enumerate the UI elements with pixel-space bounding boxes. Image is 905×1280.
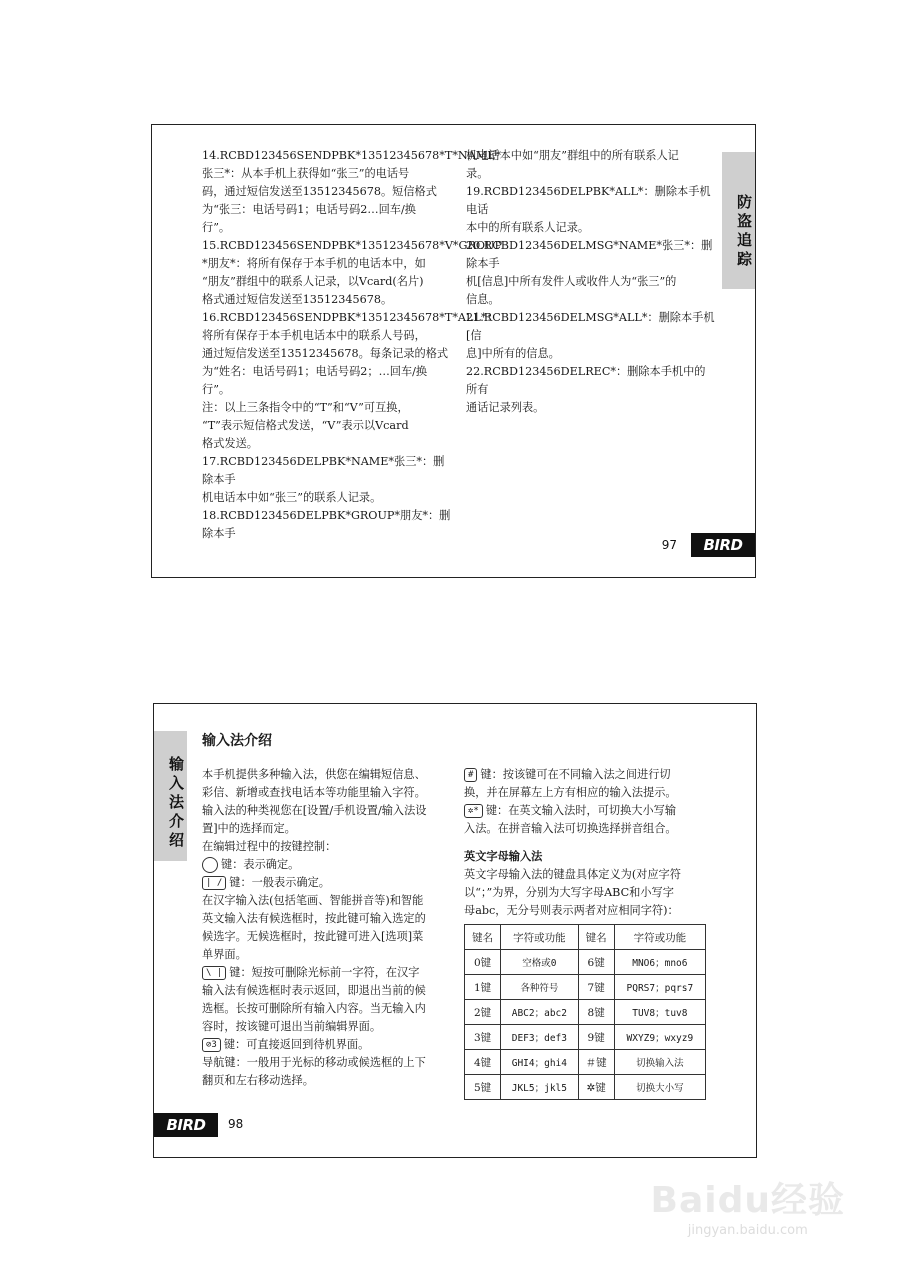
text-line: 15.RCBD123456SENDPBK*13512345678*V*GROUP [202, 239, 503, 252]
end-key-icon: ⊘3 [202, 1038, 221, 1052]
text-line: 信息。 [466, 293, 500, 306]
table-header-cell: 键名 [578, 925, 614, 950]
text-line: 入法。在拼音输入法可切换选择拼音组合。 [464, 822, 677, 835]
text-line: *朋友*：将所有保存于本手机的电话本中，如 [202, 257, 426, 270]
text-line: 换，并在屏幕左上方有相应的输入法提示。 [464, 786, 677, 799]
right-column [466, 147, 716, 417]
right-column [464, 766, 714, 920]
text-line: 21.RCBD123456DELMSG*ALL*：删除本手机[信 [466, 311, 715, 342]
table-row [465, 1050, 706, 1075]
hash-key-line: # 键：按该键可在不同输入法之间进行切 [464, 766, 714, 784]
soft-key-icon: | / [202, 876, 226, 890]
text-line: 将所有保存于本手机电话本中的联系人号码， [202, 329, 426, 342]
text-line: 为“姓名：电话号码1；电话号码2；…回车/换 [202, 365, 428, 378]
page-number: 98 [228, 1117, 244, 1131]
table-cell: 7键 [578, 975, 614, 1000]
text-line: 为“张三：电话号码1；电话号码2…回车/换 [202, 203, 416, 216]
watermark [651, 1172, 845, 1238]
hash-key-icon: # [464, 768, 477, 782]
text-line: 在汉字输入法(包括笔画、智能拼音等)和智能 [202, 894, 424, 907]
table-cell: 3键 [465, 1025, 501, 1050]
page-number: 97 [661, 538, 677, 552]
text-line: 机电话本中如“张三”的联系人记录。 [202, 491, 382, 504]
table-cell: 2键 [465, 1000, 501, 1025]
watermark-url: jingyan.baidu.com [687, 1223, 808, 1238]
text-line: 本手机提供多种输入法，供您在编辑短信息、 [202, 768, 426, 781]
table-cell: 0键 [465, 950, 501, 975]
table-cell: 切换大小写 [614, 1075, 705, 1100]
soft-key-desc [202, 892, 452, 964]
table-header-cell: 字符或功能 [501, 925, 578, 950]
text-line: 彩信、新增或查找电话本等功能里输入字符。 [202, 786, 426, 799]
section-tab: 防盗追踪 [722, 152, 755, 289]
text-line: “朋友”群组中的联系人记录，以Vcard(名片) [202, 275, 424, 288]
end-key-line: ⊘3 键：可直接返回到待机界面。 [202, 1036, 452, 1054]
star-key-icon: ✲* [464, 804, 483, 818]
text-line: 行”。 [202, 383, 231, 396]
text-line: 注：以上三条指令中的“T”和“V”可互换， [202, 401, 409, 414]
text-line: 息]中所有的信息。 [466, 347, 560, 360]
subsection-desc [464, 866, 714, 920]
table-row [465, 1000, 706, 1025]
table-cell: 空格或0 [501, 950, 578, 975]
text-line: 英文输入法有候选框时，按此键可输入选定的 [202, 912, 426, 925]
clear-key-desc [202, 982, 452, 1036]
text-line: 18.RCBD123456DELPBK*GROUP*朋友*：删除本手 [202, 509, 451, 540]
text-line: 以“；”为界，分别为大写字母ABC和小写字 [464, 886, 674, 899]
table-header-cell: 字符或功能 [614, 925, 705, 950]
table-row [465, 950, 706, 975]
text-line: 在编辑过程中的按键控制： [202, 840, 337, 853]
bird-logo: BIRD [691, 533, 755, 557]
text-line: 置]中的选择而定。 [202, 822, 296, 835]
text-line: 录。 [466, 167, 489, 180]
manual-page-97 [151, 124, 756, 578]
section-tab: 输入法介绍 [154, 731, 187, 861]
key-mapping-table [464, 924, 706, 1100]
table-cell: 切换输入法 [614, 1050, 705, 1075]
table-header-cell: 键名 [465, 925, 501, 950]
text-line: 机电话本中如“朋友”群组中的所有联系人记 [466, 149, 679, 162]
table-row [465, 975, 706, 1000]
clear-key-line: \ | 键：短按可删除光标前一字符，在汉字 [202, 964, 452, 982]
table-cell: 各种符号 [501, 975, 578, 1000]
table-cell: TUV8；tuv8 [614, 1000, 705, 1025]
text-line: 格式通过短信发送至13512345678。 [202, 293, 393, 306]
text-line: 20.RCBD123456DELMSG*NAME*张三*：删除本手 [466, 239, 713, 270]
text-line: 17.RCBD123456DELPBK*NAME*张三*：删除本手 [202, 455, 445, 486]
table-cell: GHI4；ghi4 [501, 1050, 578, 1075]
ok-key-line: 键：表示确定。 [202, 856, 452, 874]
text-line: 英文字母输入法的键盘具体定义为(对应字符 [464, 868, 681, 881]
text-line: 行”。 [202, 221, 231, 234]
text-line: 通过短信发送至13512345678。每条记录的格式 [202, 347, 449, 360]
text-line: 机[信息]中所有发件人或收件人为“张三”的 [466, 275, 677, 288]
table-header-row [465, 925, 706, 950]
star-key-line: ✲* 键：在英文输入法时，可切换大小写输 [464, 802, 714, 820]
subsection-title: 英文字母输入法 [464, 850, 543, 863]
table-cell: WXYZ9；wxyz9 [614, 1025, 705, 1050]
text-line: 16.RCBD123456SENDPBK*13512345678*T*ALL*： [202, 311, 498, 324]
hash-key-desc [464, 784, 714, 802]
text-line: 选框。长按可删除所有输入内容。当无输入内 [202, 1002, 426, 1015]
text-line: 张三*：从本手机上获得如“张三”的电话号 [202, 167, 410, 180]
table-cell: ✲键 [578, 1075, 614, 1100]
clear-key-icon: \ | [202, 966, 226, 980]
text-line: 容时，按该键可退出当前编辑界面。 [202, 1020, 382, 1033]
ok-key-icon [202, 857, 218, 873]
bird-logo: BIRD [154, 1113, 218, 1137]
text-line: 码，通过短信发送至13512345678。短信格式 [202, 185, 437, 198]
table-cell: 4键 [465, 1050, 501, 1075]
text-line: 格式发送。 [202, 437, 258, 450]
text-line: 单界面。 [202, 948, 247, 961]
text-line: 通话记录列表。 [466, 401, 545, 414]
table-row [465, 1025, 706, 1050]
text-line: 14.RCBD123456SENDPBK*13512345678*T*NAME* [202, 149, 501, 162]
table-cell: 6键 [578, 950, 614, 975]
table-cell: ＃键 [578, 1050, 614, 1075]
text-line: 候选字。无候选框时，按此键可进入[选项]菜 [202, 930, 424, 943]
table-cell: DEF3；def3 [501, 1025, 578, 1050]
table-cell: MNO6；mno6 [614, 950, 705, 975]
table-cell: 8键 [578, 1000, 614, 1025]
text-line: 19.RCBD123456DELPBK*ALL*：删除本手机电话 [466, 185, 711, 216]
table-cell: 5键 [465, 1075, 501, 1100]
soft-key-line: | / 键：一般表示确定。 [202, 874, 452, 892]
left-column [202, 766, 452, 1090]
table-cell: PQRS7；pqrs7 [614, 975, 705, 1000]
table-cell: ABC2；abc2 [501, 1000, 578, 1025]
text-line: 翻页和左右移动选择。 [202, 1074, 314, 1087]
table-cell: 9键 [578, 1025, 614, 1050]
text-line: 输入法有候选框时表示返回，即退出当前的候 [202, 984, 426, 997]
text-line: 导航键：一般用于光标的移动或候选框的上下 [202, 1056, 426, 1069]
text-line: 22.RCBD123456DELREC*：删除本手机中的所有 [466, 365, 706, 396]
section-title: 输入法介绍 [202, 733, 272, 749]
star-key-desc [464, 820, 714, 838]
intro-text [202, 766, 452, 856]
table-cell: 1键 [465, 975, 501, 1000]
nav-key-desc [202, 1054, 452, 1090]
table-cell: JKL5；jkl5 [501, 1075, 578, 1100]
watermark-brand: Baidu经验 [650, 1180, 845, 1221]
table-row [465, 1075, 706, 1100]
text-line: “T”表示短信格式发送，“V”表示以Vcard [202, 419, 409, 432]
text-line: 本中的所有联系人记录。 [466, 221, 590, 234]
text-line: 输入法的种类视您在[设置/手机设置/输入法设 [202, 804, 427, 817]
manual-page-98 [153, 703, 757, 1158]
text-line: 母abc，无分号则表示两者对应相同字符)： [464, 904, 679, 917]
